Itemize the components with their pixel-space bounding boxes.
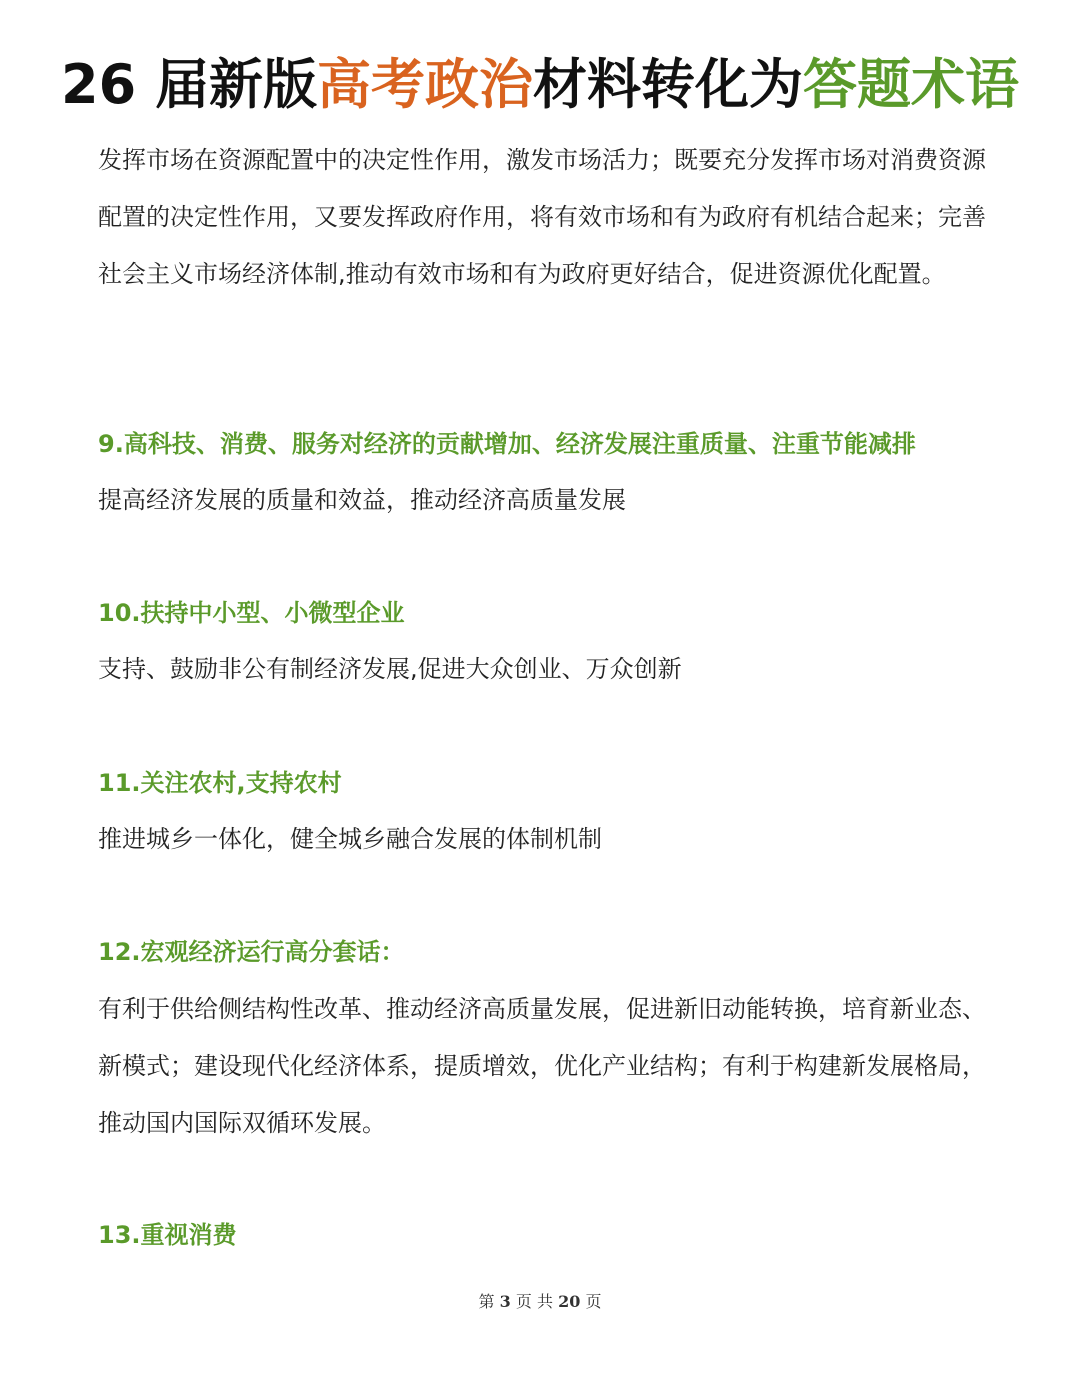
intro-paragraph: 发挥市场在资源配置中的决定性作用，激发市场活力；既要充分发挥市场对消费资源配置的决定性作用，又要发挥政府作用，将有效市场和有为政府有机结合起来；完善社会主义市场经济体制,推动有效市场和有为政府更好结合，促进资源优化配置。 (98, 146, 986, 288)
section-body-12: 有利于供给侧结构性改革、推动经济高质量发展，促进新旧动能转换，培育新业态、新模式；建设现代化经济体系，提质增效，优化产业结构；有利于构建新发展格局，推动国内国际双循环发展。 (98, 995, 986, 1137)
title-part-black-2: 材料转化为 (532, 53, 803, 116)
title-part-orange: 高考政治 (316, 53, 533, 116)
footer-prefix: 第 (478, 1292, 495, 1311)
section-heading-10: 10.扶持中小型、小微型企业 (98, 599, 405, 627)
section-body-9: 提高经济发展的质量和效益，推动经济高质量发展 (98, 486, 626, 514)
section-heading-9: 9.高科技、消费、服务对经济的贡献增加、经济发展注重质量、注重节能减排 (98, 430, 916, 458)
section-heading-12: 12.宏观经济运行高分套话： (98, 938, 405, 966)
title-part-green: 答题术语 (802, 53, 1019, 116)
title-part-black-1: 26 届新版 (61, 53, 317, 116)
footer-middle: 页 共 (515, 1292, 553, 1311)
footer-current-page: 3 (499, 1292, 511, 1311)
section-heading-11: 11.关注农村,支持农村 (98, 769, 342, 797)
footer-total-pages: 20 (558, 1292, 581, 1311)
page-footer (0, 1290, 1080, 1314)
footer-suffix: 页 (585, 1292, 602, 1311)
page-title (0, 50, 1080, 120)
section-body-11: 推进城乡一体化，健全城乡融合发展的体制机制 (98, 825, 602, 853)
section-heading-13: 13.重视消费 (98, 1221, 237, 1249)
section-body-10: 支持、鼓励非公有制经济发展,促进大众创业、万众创新 (98, 655, 682, 683)
